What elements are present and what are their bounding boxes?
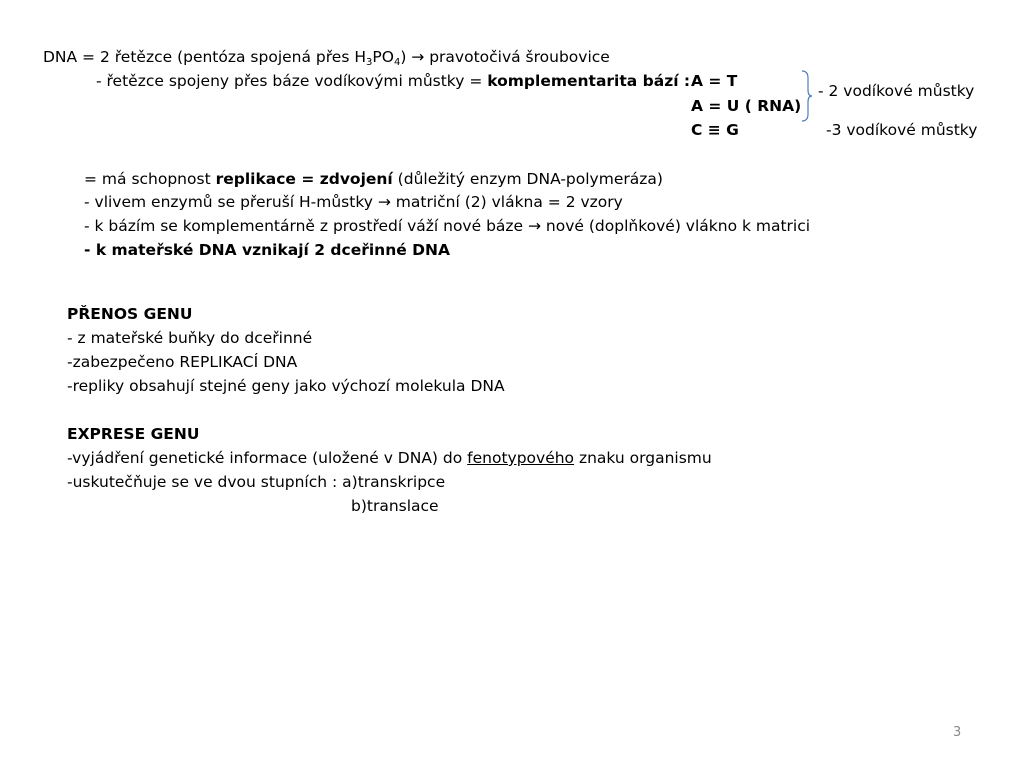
- expression-line-1: [67, 448, 712, 468]
- subscript-3: 3: [366, 57, 373, 68]
- expression-underlined: fenotypového: [467, 449, 575, 467]
- base-pair-au: A = U ( RNA): [691, 97, 802, 115]
- replication-bold: replikace = zdvojení: [215, 170, 393, 188]
- page-number: 3: [953, 725, 962, 740]
- transfer-item-2: -zabezpečeno REPLIKACÍ DNA: [67, 353, 298, 371]
- base-pair-cg: C ≡ G: [691, 121, 739, 139]
- transfer-item-3: -repliky obsahují stejné geny jako výchozí molekula DNA: [67, 377, 505, 395]
- expression-text-b: znaku organismu: [574, 449, 712, 467]
- replication-result: - k mateřské DNA vznikají 2 dceřinné DNA: [84, 241, 450, 259]
- dna-definition-text-c: ) → pravotočivá šroubovice: [400, 48, 610, 66]
- replication-step-1: - vlivem enzymů se přeruší H-můstky → matriční (2) vlákna = 2 vzory: [84, 193, 623, 211]
- dna-definition-text-b: PO: [372, 48, 394, 66]
- expression-heading: EXPRESE GENU: [67, 425, 200, 443]
- base-pair-at: A = T: [691, 72, 738, 90]
- replication-line: [84, 169, 663, 189]
- expression-text-a: -vyjádření genetické informace (uložené v DNA) do: [67, 449, 468, 467]
- complementarity-bold: komplementarita bází :: [487, 72, 691, 90]
- transfer-item-1: - z mateřské buňky do dceřinné: [67, 329, 313, 347]
- expression-line-2: -uskutečňuje se ve dvou stupních : a)transkripce: [67, 473, 446, 491]
- replication-text-b: (důležitý enzym DNA-polymeráza): [392, 170, 663, 188]
- two-hbonds-label: - 2 vodíkové můstky: [818, 82, 975, 100]
- subscript-4: 4: [393, 57, 401, 68]
- complementarity-text: - řetězce spojeny přes báze vodíkovými můstky =: [96, 72, 488, 90]
- three-hbonds-label: -3 vodíkové můstky: [826, 121, 978, 139]
- complementarity-line: [96, 71, 690, 91]
- dna-definition-line: [43, 47, 610, 67]
- replication-text-a: = má schopnost: [84, 170, 216, 188]
- bracket-line: [800, 70, 814, 122]
- expression-line-3: b)translace: [351, 497, 439, 515]
- transfer-heading: PŘENOS GENU: [67, 305, 193, 323]
- replication-step-2: - k bázím se komplementárně z prostředí váží nové báze → nové (doplňkové) vlákno k matrici: [84, 217, 811, 235]
- dna-definition-text-a: DNA = 2 řetězce (pentóza spojená přes H: [43, 48, 366, 66]
